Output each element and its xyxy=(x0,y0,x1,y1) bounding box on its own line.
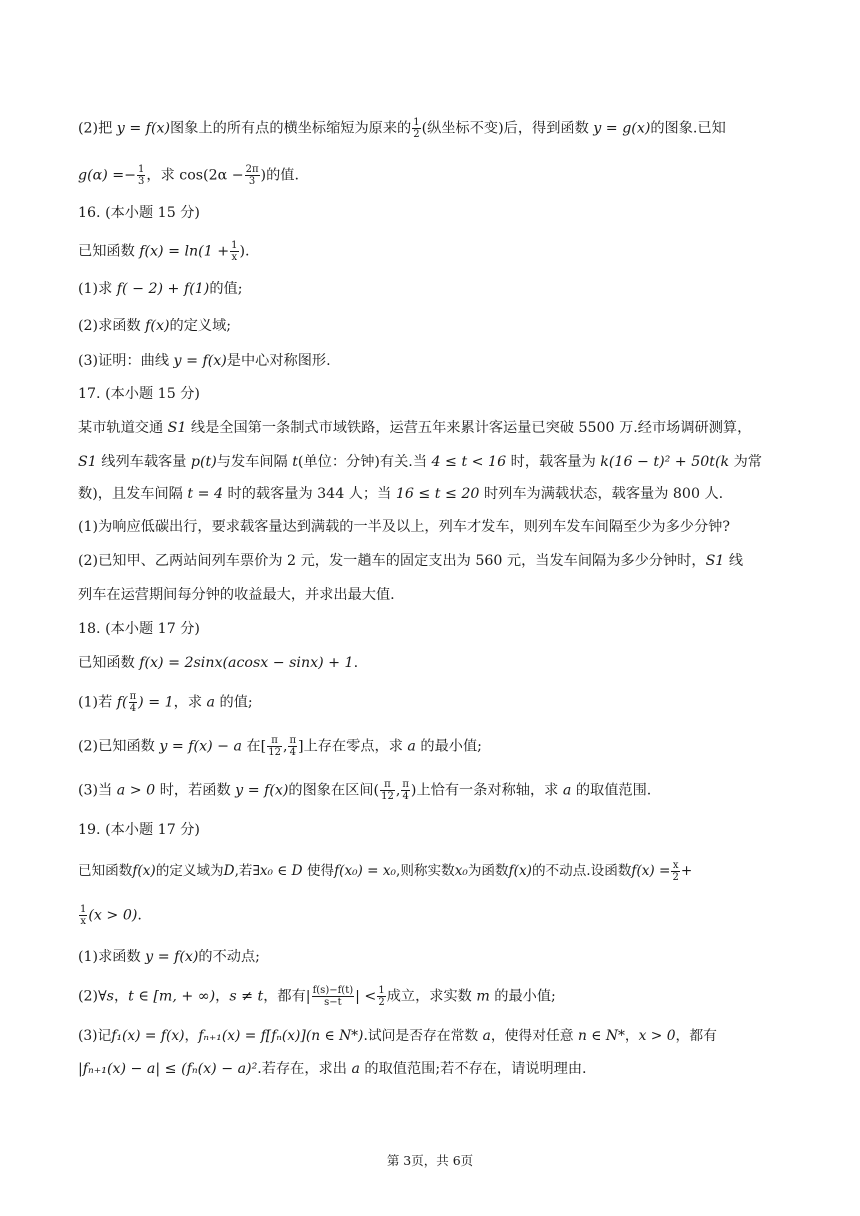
fraction: $\frac{\pi}{12}$ xyxy=(381,779,394,802)
math: f(x) xyxy=(145,318,170,334)
text: ， xyxy=(215,988,230,1005)
text: 18. (本小题 17 分) xyxy=(78,621,200,637)
text-line xyxy=(78,551,786,571)
text: 时，若函数 xyxy=(155,782,236,799)
text: (2)把 xyxy=(78,120,117,137)
question-heading xyxy=(78,619,786,639)
text: 时列车为满载状态，载客量为 800 人. xyxy=(479,486,724,502)
math: f( − 2) + f(1) xyxy=(116,281,210,297)
text: 的值; xyxy=(215,694,253,711)
question-heading xyxy=(78,384,786,404)
fraction: $\frac{\pi}{4}$ xyxy=(289,735,297,758)
text: | < xyxy=(355,988,377,1005)
math: y = f(x) − a xyxy=(159,738,242,755)
text-line xyxy=(78,418,786,438)
math: a xyxy=(482,1028,491,1044)
text: 数)，且发车间隔 xyxy=(78,486,188,502)
fraction: $\frac{f(s)-f(t)}{s-t}$ xyxy=(312,985,354,1008)
fraction: $\frac{1}{2}$ xyxy=(413,117,420,140)
text: 与发车间隔 xyxy=(216,454,293,470)
fraction: $\frac{x}{2}$ xyxy=(672,860,679,883)
text: 的图象.已知 xyxy=(650,120,726,137)
text: 的图象在区间( xyxy=(288,782,380,799)
text-line xyxy=(78,452,786,472)
text: + xyxy=(680,863,693,879)
fraction: $\frac{1}{2}$ xyxy=(378,985,385,1008)
page-footer: 第 3页，共 6页 xyxy=(386,1153,474,1168)
text: ,若∃ xyxy=(234,863,260,879)
math: p(t) xyxy=(190,454,217,470)
text: ，都有| xyxy=(263,988,311,1005)
fraction: $\frac{1}{x}$ xyxy=(80,904,87,927)
text-line xyxy=(78,351,786,371)
text: (2)求函数 xyxy=(78,318,146,334)
text: 16. (本小题 15 分) xyxy=(78,205,200,221)
text-line xyxy=(78,585,786,605)
text: 成立，求实数 xyxy=(386,988,477,1005)
text-line xyxy=(78,517,786,537)
text-line xyxy=(78,904,786,927)
math: a xyxy=(351,1061,360,1077)
text-line xyxy=(78,691,786,714)
math: D xyxy=(223,863,235,879)
math: (x > 0) xyxy=(88,907,138,924)
text: 使得 xyxy=(302,863,335,879)
text: (1)求函数 xyxy=(78,949,146,965)
text: ,则称实数 xyxy=(396,863,455,879)
fraction: $\frac{\pi}{4}$ xyxy=(402,779,409,802)
text: 为函数 xyxy=(467,863,509,879)
text: 图象上的所有点的横坐标缩短为原来的 xyxy=(170,120,412,137)
text: , xyxy=(395,782,401,799)
text: ，使得对任意 xyxy=(490,1028,578,1044)
question-heading xyxy=(78,820,786,840)
math: x₀ xyxy=(454,863,468,879)
text: 的取值范围;若不存在，请说明理由. xyxy=(359,1061,587,1077)
text: 已知函数 xyxy=(78,243,140,260)
text-line xyxy=(78,1026,786,1046)
text-line xyxy=(78,240,786,263)
math: t = 4 xyxy=(187,486,223,502)
text: . xyxy=(353,655,359,671)
text: )上恰有一条对称轴，求 xyxy=(410,782,563,799)
math: s xyxy=(106,988,114,1005)
fraction: $\frac{\pi}{12}$ xyxy=(268,735,281,758)
text: )的值. xyxy=(260,167,299,184)
text: (3)当 xyxy=(78,782,117,799)
text: (1)求 xyxy=(78,281,117,297)
text: 时的载客量为 344 人；当 xyxy=(223,486,396,502)
math: f( xyxy=(116,694,128,711)
math: f(x) xyxy=(508,863,532,879)
text: 时，载客量为 xyxy=(506,454,601,470)
math: t xyxy=(292,454,298,470)
math: y = g(x) xyxy=(593,120,651,137)
text: , xyxy=(282,738,288,755)
question-heading xyxy=(78,203,786,223)
text: (2)∀ xyxy=(78,988,107,1005)
text-line xyxy=(78,1059,786,1079)
text-line xyxy=(78,735,786,758)
text: 线是全国第一条制式市域铁路，运营五年来累计客运量已突破 5500 万.经市场调研测算， xyxy=(186,420,752,436)
math: f(x₀) = x₀ xyxy=(334,863,397,879)
text: 已知函数 xyxy=(78,863,133,879)
text: 17. (本小题 15 分) xyxy=(78,386,200,402)
text-line xyxy=(78,653,786,673)
text: 在[ xyxy=(241,738,267,755)
math: x > 0 xyxy=(638,1028,676,1044)
text-line xyxy=(78,316,786,336)
math: f(x) = ln(1 + xyxy=(139,243,230,260)
text: ， xyxy=(624,1028,639,1044)
math: ) = 1 xyxy=(138,694,174,711)
text: 的取值范围. xyxy=(571,782,652,799)
math: a xyxy=(562,782,572,799)
text: 的最小值; xyxy=(489,988,556,1005)
fraction: $\frac{2\pi}{3}$ xyxy=(245,164,259,187)
text: 线列车载客量 xyxy=(96,454,191,470)
math: n ∈ N* xyxy=(578,1028,625,1044)
math: a > 0 xyxy=(116,782,156,799)
text: .若存在，求出 xyxy=(257,1061,352,1077)
text: 已知函数 xyxy=(78,655,140,671)
math: y = f(x) xyxy=(235,782,289,799)
math: f₁(x) = f(x) xyxy=(111,1028,185,1044)
math: s ≠ t xyxy=(229,988,264,1005)
fraction: $\frac{1}{x}$ xyxy=(231,240,238,263)
text: ]上存在零点，求 xyxy=(298,738,408,755)
math: y = f(x) xyxy=(145,949,199,965)
fraction: $\frac{1}{3}$ xyxy=(138,164,145,187)
math: S1 xyxy=(167,420,187,436)
text-line xyxy=(78,164,786,187)
text: (1)若 xyxy=(78,694,117,711)
text: 的不动点; xyxy=(198,949,260,965)
text: (2)已知函数 xyxy=(78,738,160,755)
text: .试问是否存在常数 xyxy=(363,1028,483,1044)
math: f(x) = 2sinx(acosx − sinx) + 1 xyxy=(139,655,354,671)
math: f(x) xyxy=(132,863,156,879)
math: a xyxy=(407,738,416,755)
text: ，都有 xyxy=(675,1028,717,1044)
math: y = f(x) xyxy=(116,120,171,137)
math: 16 ≤ t ≤ 20 xyxy=(395,486,480,502)
text: 线 xyxy=(724,553,744,569)
fraction: $\frac{\pi}{4}$ xyxy=(129,691,137,714)
math: k(16 − t)² + 50t(k xyxy=(600,454,730,470)
text: (纵坐标不变)后，得到函数 xyxy=(421,120,594,137)
text: (3)证明：曲线 xyxy=(78,353,174,369)
math: 4 ≤ t < 16 xyxy=(431,454,507,470)
text: ， xyxy=(113,988,129,1005)
math: m xyxy=(476,988,490,1005)
text: (1)为响应低碳出行，要求载客量达到满载的一半及以上，列车才发车，则列车发车间隔至少为多少分钟? xyxy=(78,519,730,535)
math: g(α) =− xyxy=(78,167,137,184)
text: 列车在运营期间每分钟的收益最大，并求出最大值. xyxy=(78,587,395,603)
text: 为常 xyxy=(729,454,762,470)
text: 的不动点.设函数 xyxy=(531,863,632,879)
text: ，求 xyxy=(173,694,207,711)
text: 的定义域; xyxy=(169,318,232,334)
math: S1 xyxy=(78,454,97,470)
math: x₀ ∈ D xyxy=(259,863,303,879)
text: ，求 cos(2α − xyxy=(146,167,244,184)
text: 的定义域为 xyxy=(155,863,224,879)
text: (3)记 xyxy=(78,1028,112,1044)
text: 是中心对称图形. xyxy=(226,353,331,369)
text: 的值; xyxy=(209,281,243,297)
math: y = f(x) xyxy=(173,353,227,369)
text: 19. (本小题 17 分) xyxy=(78,822,200,838)
text: (单位：分钟)有关.当 xyxy=(297,454,432,470)
text-line xyxy=(78,779,786,802)
math: t ∈ [m, + ∞) xyxy=(128,988,216,1005)
text: ， xyxy=(184,1028,199,1044)
text-line xyxy=(78,947,786,967)
text: 的最小值; xyxy=(415,738,482,755)
text-line xyxy=(78,860,786,883)
math: |fₙ₊₁(x) − a| ≤ (fₙ(x) − a)² xyxy=(78,1061,258,1077)
text-line xyxy=(78,985,786,1008)
math: a xyxy=(206,694,215,711)
text: (2)已知甲、乙两站间列车票价为 2 元，发一趟车的固定支出为 560 元，当发车间隔为多少分钟时， xyxy=(78,553,706,569)
text-line xyxy=(78,484,786,504)
math: S1 xyxy=(705,553,725,569)
text: 某市轨道交通 xyxy=(78,420,168,436)
text: ). xyxy=(239,243,250,260)
text-line xyxy=(78,279,786,299)
math: fₙ₊₁(x) = f[fₙ(x)](n ∈ N*) xyxy=(198,1028,364,1044)
text: . xyxy=(137,907,142,924)
math: f(x) = xyxy=(631,863,671,879)
text-line xyxy=(78,117,786,140)
